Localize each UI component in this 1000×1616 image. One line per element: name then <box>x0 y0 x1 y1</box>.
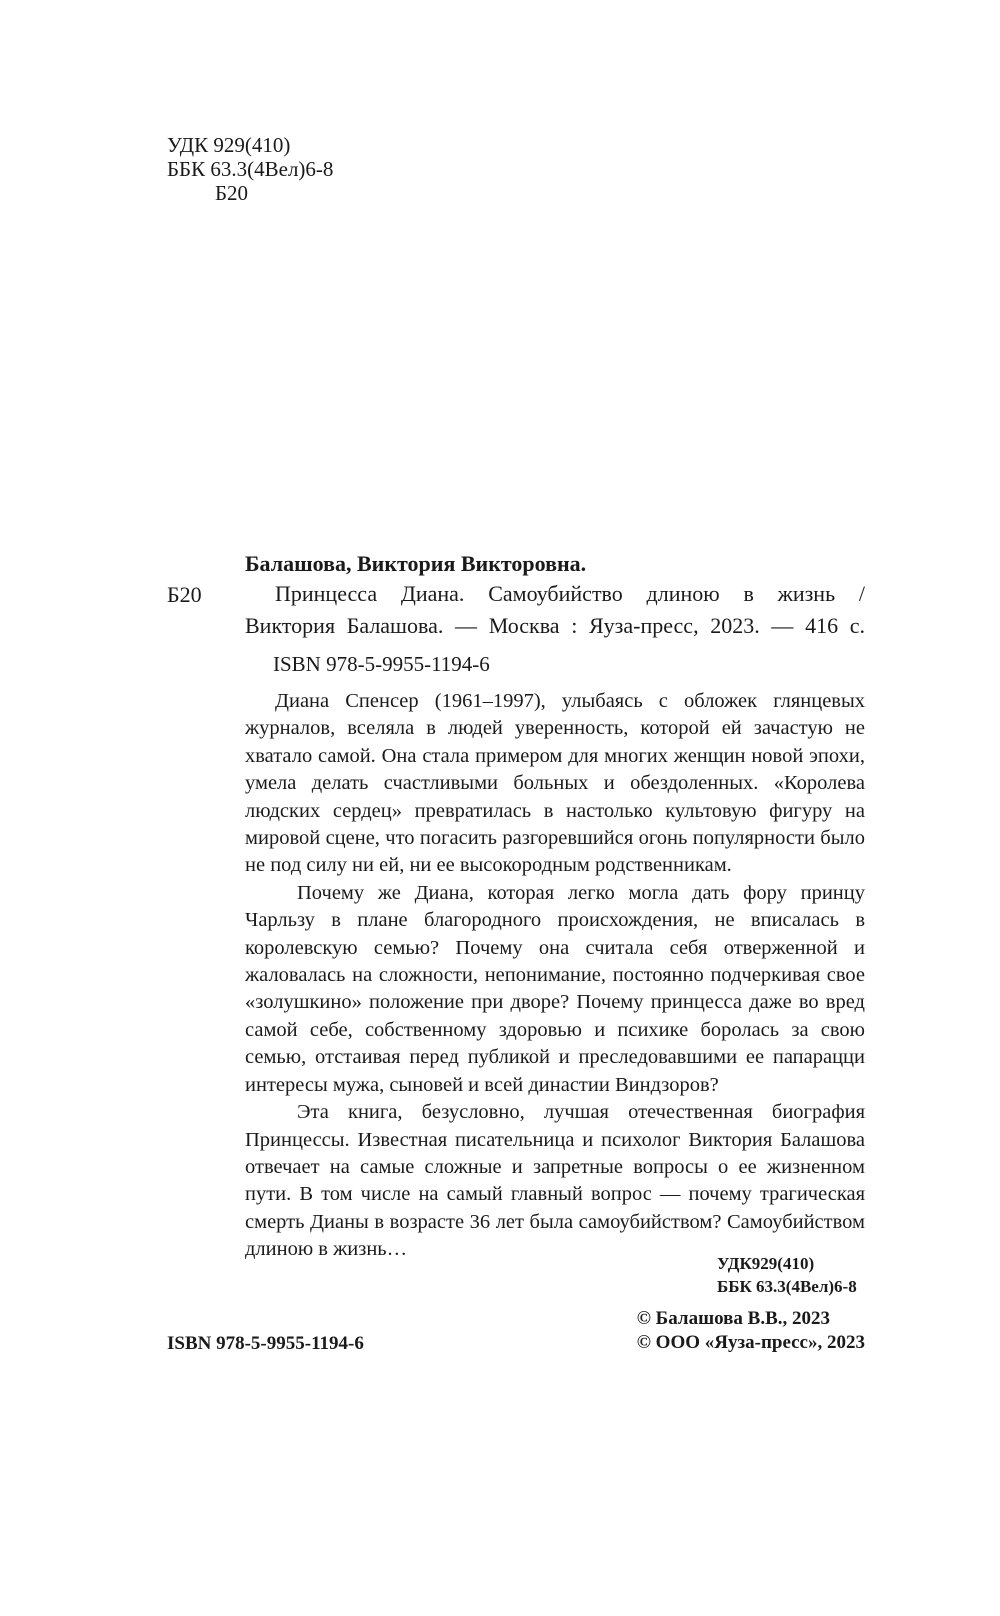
header-classification-codes <box>167 133 333 205</box>
footer-udk: УДК929(410) <box>717 1254 815 1273</box>
annotation <box>245 688 865 1264</box>
footer-classification-codes <box>717 1252 857 1298</box>
catalog-author-mark: Б20 <box>167 582 202 607</box>
catalog-title-line-1: Принцесса Диана. Самоубийство длиною в жизнь / <box>275 581 865 606</box>
bbk-code: ББК 63.3(4Вел)6-8 <box>167 157 334 181</box>
copyright-author: © Балашова В.В., 2023 <box>636 1308 830 1329</box>
annotation-paragraph: Диана Спенсер (1961–1997), улыбаясь с обложек глянцевых журналов, вселяла в людей уверенность, которой ей зачастую не хватало самой. Она стала примером для многих женщин новой эпохи, умела делать счастливыми больных и обездоленных. «Королева людских сердец» превратилась в настолько культовую фигуру на мировой сцене, что погасить разгоревшийся огонь популярности было не под силу ни ей, ни ее высокородным родственникам. <box>245 690 865 877</box>
author-mark: Б20 <box>215 181 249 205</box>
footer-isbn: ISBN 978-5-9955-1194-6 <box>167 1333 364 1354</box>
copyright-publisher: © ООО «Яуза-пресс», 2023 <box>636 1332 865 1353</box>
annotation-paragraph: Почему же Диана, которая легко могла дать фору принцу Чарльзу в плане благородного происхождения, не вписалась в королевскую семью? Почему она считала себя отверженной и жаловалась на сложности, непонимание, постоянно подчеркивая свое «золушкино» положение при дворе? Почему принцесса даже во вред самой себе, собственному здоровью и психике боролась за свою семью, отстаивая перед публикой и преследовавшими ее папарацци интересы мужа, сыновей и всей династии Виндзоров? <box>245 881 865 1096</box>
catalog-title-line-2: Виктория Балашова. — Москва : Яуза-пресс, 2023. — 416 с. <box>245 613 865 638</box>
catalog-author: Балашова, Виктория Викторовна. <box>245 551 587 576</box>
catalog-title-block <box>245 578 865 642</box>
annotation-paragraph: Эта книга, безусловно, лучшая отечественная биография Принцессы. Известная писательница и психолог Виктория Балашова отвечает на самые сложные и запретные вопросы о ее жизненном пути. В том числе на самый главный вопрос — почему трагическая смерть Дианы в возрасте 36 лет была самоубийством? Самоубийством длиною в жизнь… <box>245 1101 865 1261</box>
footer-bbk: ББК 63.3(4Вел)6-8 <box>717 1277 857 1296</box>
udk-code: УДК 929(410) <box>167 133 291 157</box>
copyright-block <box>637 1307 865 1355</box>
catalog-isbn: ISBN 978-5-9955-1194-6 <box>273 652 490 676</box>
